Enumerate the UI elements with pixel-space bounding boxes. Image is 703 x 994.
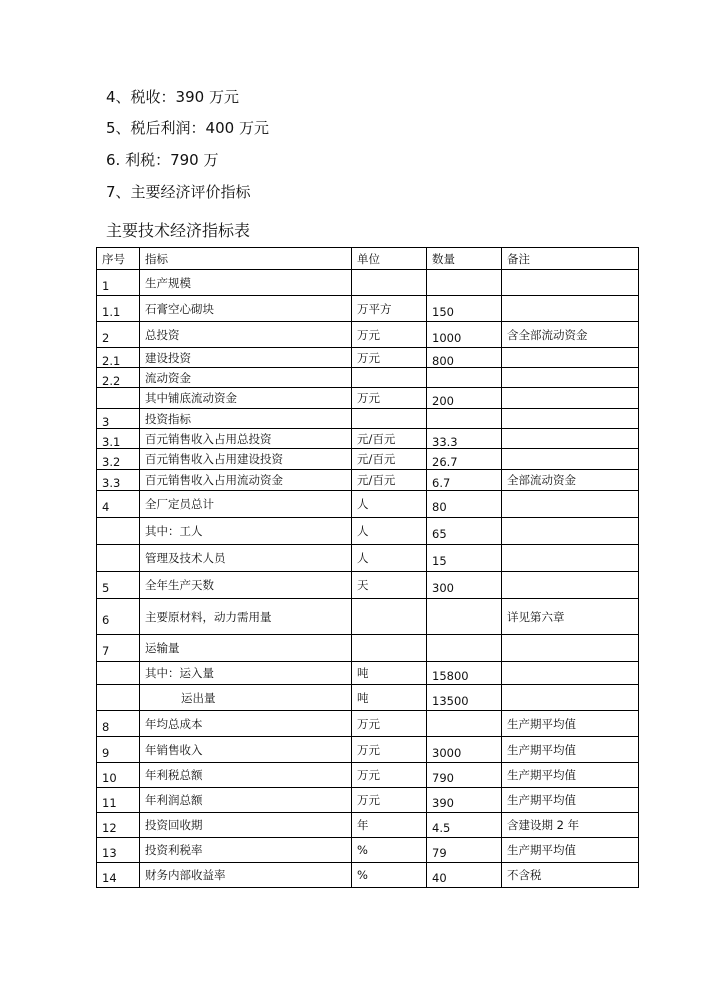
row-unit: 年	[352, 813, 427, 838]
table-row	[97, 545, 639, 572]
row-quantity: 6.7	[427, 470, 502, 491]
row-index: 1.1	[97, 296, 140, 322]
row-quantity: 4.5	[427, 813, 502, 838]
row-unit	[352, 635, 427, 662]
table-row	[97, 635, 639, 662]
header-indicator: 指标	[140, 248, 352, 270]
row-quantity: 33.3	[427, 429, 502, 449]
row-quantity: 390	[427, 788, 502, 813]
row-remark	[502, 685, 639, 711]
row-quantity: 150	[427, 296, 502, 322]
row-index: 3	[97, 409, 140, 429]
row-quantity: 26.7	[427, 449, 502, 470]
row-index: 13	[97, 838, 140, 863]
header-unit: 单位	[352, 248, 427, 270]
row-quantity: 40	[427, 863, 502, 888]
row-index: 12	[97, 813, 140, 838]
row-indicator: 投资利税率	[140, 838, 352, 863]
row-remark	[502, 429, 639, 449]
row-remark	[502, 270, 639, 296]
table-row	[97, 491, 639, 518]
row-indicator: 全年生产天数	[140, 572, 352, 599]
table-row	[97, 788, 639, 813]
row-unit: %	[352, 863, 427, 888]
row-unit	[352, 368, 427, 388]
table-row	[97, 348, 639, 368]
row-index	[97, 545, 140, 572]
row-indicator: 总投资	[140, 322, 352, 348]
row-remark	[502, 572, 639, 599]
row-indicator: 管理及技术人员	[140, 545, 352, 572]
row-remark	[502, 635, 639, 662]
row-indicator: 年均总成本	[140, 711, 352, 737]
row-quantity: 65	[427, 518, 502, 545]
row-index: 5	[97, 572, 140, 599]
row-remark: 生产期平均值	[502, 711, 639, 737]
row-remark: 含建设期 2 年	[502, 813, 639, 838]
row-unit: 元/百元	[352, 429, 427, 449]
table-row	[97, 270, 639, 296]
row-index: 8	[97, 711, 140, 737]
row-indicator: 运出量	[140, 685, 352, 711]
row-unit: 吨	[352, 685, 427, 711]
row-indicator: 投资指标	[140, 409, 352, 429]
table-header-row	[97, 248, 639, 270]
row-unit: 万平方	[352, 296, 427, 322]
row-index	[97, 388, 140, 409]
row-unit: 万元	[352, 348, 427, 368]
row-remark	[502, 662, 639, 685]
row-remark	[502, 296, 639, 322]
row-remark	[502, 368, 639, 388]
table-body	[97, 270, 639, 888]
row-indicator: 其中：工人	[140, 518, 352, 545]
row-remark	[502, 348, 639, 368]
table-row	[97, 322, 639, 348]
row-indicator: 百元销售收入占用建设投资	[140, 449, 352, 470]
row-quantity: 200	[427, 388, 502, 409]
row-unit: 元/百元	[352, 470, 427, 491]
header-quantity: 数量	[427, 248, 502, 270]
row-quantity: 79	[427, 838, 502, 863]
row-unit: 吨	[352, 662, 427, 685]
row-unit: %	[352, 838, 427, 863]
row-unit: 人	[352, 518, 427, 545]
row-indicator: 年利税总额	[140, 763, 352, 788]
row-indicator: 全厂定员总计	[140, 491, 352, 518]
row-index: 14	[97, 863, 140, 888]
table-row	[97, 470, 639, 491]
row-index: 11	[97, 788, 140, 813]
header-index: 序号	[97, 248, 140, 270]
row-quantity	[427, 409, 502, 429]
row-index: 2.1	[97, 348, 140, 368]
row-remark	[502, 545, 639, 572]
row-index: 9	[97, 737, 140, 763]
table-row	[97, 388, 639, 409]
row-remark: 含全部流动资金	[502, 322, 639, 348]
row-indicator: 建设投资	[140, 348, 352, 368]
row-quantity: 300	[427, 572, 502, 599]
row-indicator: 投资回收期	[140, 813, 352, 838]
row-indicator: 主要原材料，动力需用量	[140, 599, 352, 635]
row-quantity: 1000	[427, 322, 502, 348]
row-quantity: 15800	[427, 662, 502, 685]
row-unit: 万元	[352, 388, 427, 409]
row-quantity: 13500	[427, 685, 502, 711]
row-unit: 人	[352, 545, 427, 572]
paragraph-profit-tax: 6. 利税：790 万	[106, 151, 219, 169]
table-row	[97, 429, 639, 449]
row-index: 3.3	[97, 470, 140, 491]
row-index: 6	[97, 599, 140, 635]
row-remark	[502, 491, 639, 518]
row-remark: 不含税	[502, 863, 639, 888]
indicator-table	[96, 247, 639, 888]
row-remark: 全部流动资金	[502, 470, 639, 491]
row-quantity: 800	[427, 348, 502, 368]
row-index	[97, 518, 140, 545]
row-unit: 元/百元	[352, 449, 427, 470]
row-remark	[502, 409, 639, 429]
table-row	[97, 368, 639, 388]
row-indicator: 其中铺底流动资金	[140, 388, 352, 409]
row-quantity: 3000	[427, 737, 502, 763]
row-remark	[502, 518, 639, 545]
table-row	[97, 763, 639, 788]
row-unit: 万元	[352, 711, 427, 737]
row-unit	[352, 270, 427, 296]
table-row	[97, 409, 639, 429]
row-unit: 万元	[352, 322, 427, 348]
row-remark: 生产期平均值	[502, 838, 639, 863]
table-row	[97, 813, 639, 838]
paragraph-tax: 4、税收：390 万元	[106, 88, 239, 106]
row-unit	[352, 599, 427, 635]
row-remark: 生产期平均值	[502, 788, 639, 813]
row-index: 2.2	[97, 368, 140, 388]
row-index: 10	[97, 763, 140, 788]
table-row	[97, 838, 639, 863]
row-index: 1	[97, 270, 140, 296]
row-indicator: 年销售收入	[140, 737, 352, 763]
table-title: 主要技术经济指标表	[106, 221, 251, 240]
table-row	[97, 518, 639, 545]
table-row	[97, 449, 639, 470]
row-quantity	[427, 270, 502, 296]
row-remark	[502, 388, 639, 409]
row-quantity: 80	[427, 491, 502, 518]
row-unit: 万元	[352, 763, 427, 788]
row-index	[97, 685, 140, 711]
paragraph-indicators-heading: 7、主要经济评价指标	[106, 183, 251, 201]
row-quantity	[427, 711, 502, 737]
row-index: 4	[97, 491, 140, 518]
table-row	[97, 737, 639, 763]
row-unit: 天	[352, 572, 427, 599]
row-indicator: 石膏空心砌块	[140, 296, 352, 322]
row-unit: 人	[352, 491, 427, 518]
row-remark: 生产期平均值	[502, 763, 639, 788]
row-quantity	[427, 599, 502, 635]
header-remark: 备注	[502, 248, 639, 270]
table-row	[97, 863, 639, 888]
table-row	[97, 685, 639, 711]
row-indicator: 其中：运入量	[140, 662, 352, 685]
row-quantity: 15	[427, 545, 502, 572]
row-quantity	[427, 368, 502, 388]
row-indicator: 百元销售收入占用流动资金	[140, 470, 352, 491]
row-index: 2	[97, 322, 140, 348]
row-unit: 万元	[352, 788, 427, 813]
row-remark: 生产期平均值	[502, 737, 639, 763]
table-row	[97, 296, 639, 322]
table-row	[97, 599, 639, 635]
row-index: 3.1	[97, 429, 140, 449]
paragraph-after-tax-profit: 5、税后利润：400 万元	[106, 119, 269, 137]
table-row	[97, 662, 639, 685]
row-unit: 万元	[352, 737, 427, 763]
row-indicator: 年利润总额	[140, 788, 352, 813]
row-unit	[352, 409, 427, 429]
row-remark: 详见第六章	[502, 599, 639, 635]
row-indicator: 流动资金	[140, 368, 352, 388]
row-index	[97, 662, 140, 685]
row-remark	[502, 449, 639, 470]
table-row	[97, 572, 639, 599]
row-indicator: 运输量	[140, 635, 352, 662]
row-index: 7	[97, 635, 140, 662]
row-quantity	[427, 635, 502, 662]
row-indicator: 财务内部收益率	[140, 863, 352, 888]
table-row	[97, 711, 639, 737]
row-quantity: 790	[427, 763, 502, 788]
row-index: 3.2	[97, 449, 140, 470]
row-indicator: 百元销售收入占用总投资	[140, 429, 352, 449]
row-indicator: 生产规模	[140, 270, 352, 296]
